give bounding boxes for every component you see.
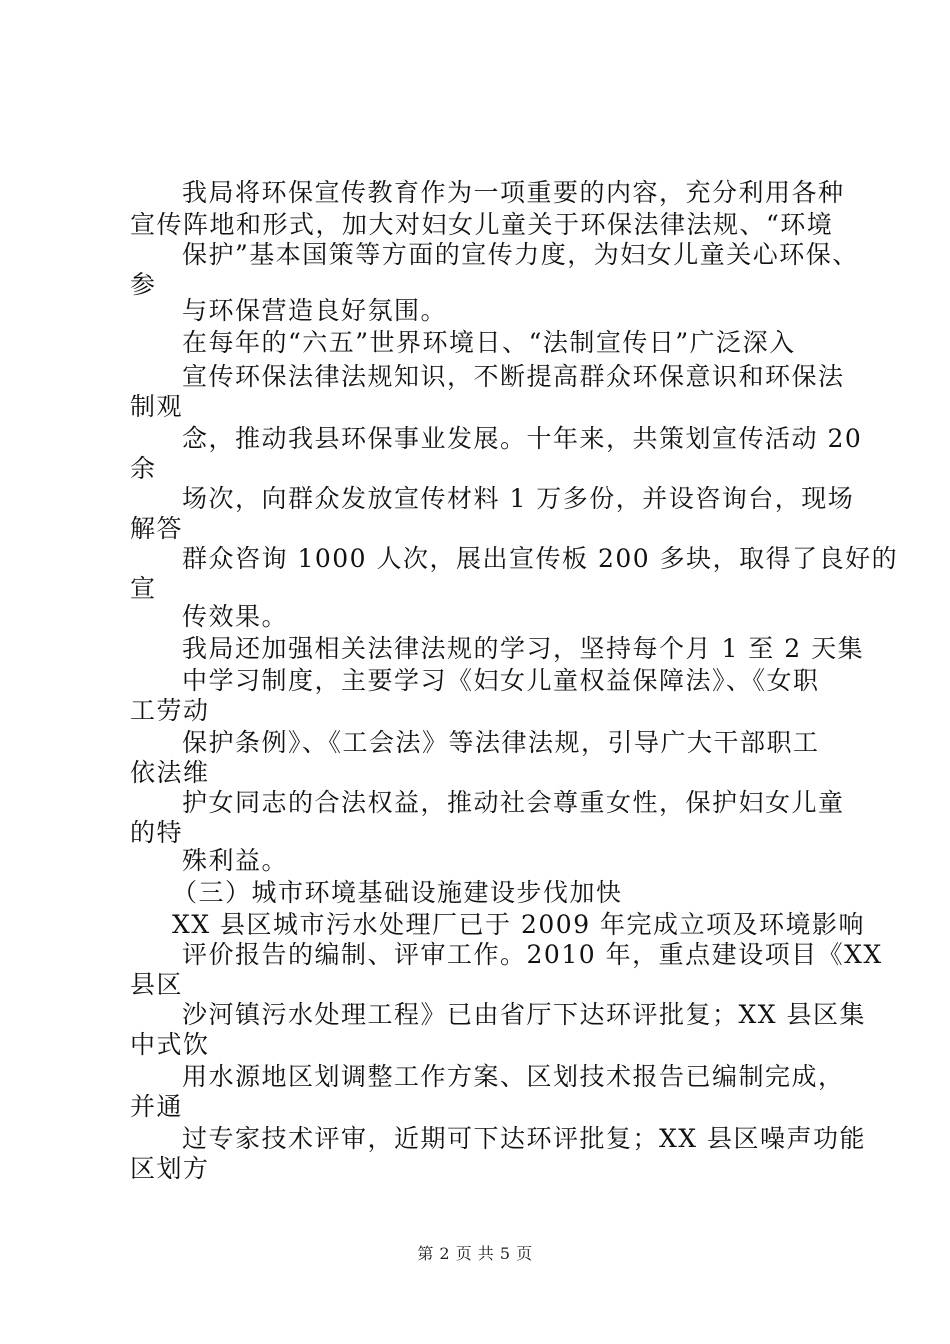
text-line: 保护”基本国策等方面的宣传力度，为妇女儿童关心环保、 <box>182 240 859 269</box>
text-line: 参 <box>130 270 157 299</box>
text-line: 宣传阵地和形式，加大对妇女儿童关于环保法律法规、“环境 <box>130 210 834 239</box>
text-line: 县区 <box>130 970 184 999</box>
text-line: 宣 <box>130 574 157 603</box>
text-line: 的特 <box>130 818 184 847</box>
text-line: 护女同志的合法权益，推动社会尊重女性，保护妇女儿童 <box>182 788 845 817</box>
text-line: 评价报告的编制、评审工作。2010 年，重点建设项目《XX <box>182 940 883 969</box>
text-line: 群众咨询 1000 人次，展出宣传板 200 多块，取得了良好的 <box>182 544 899 573</box>
text-line: XX 县区城市污水处理厂已于 2009 年完成立项及环境影响 <box>172 910 866 939</box>
text-line: 与环保营造良好氛围。 <box>182 296 448 325</box>
text-line: 制观 <box>130 392 184 421</box>
text-line: 我局将环保宣传教育作为一项重要的内容，充分利用各种 <box>182 178 845 207</box>
text-line: 中式饮 <box>130 1030 210 1059</box>
text-line: 我局还加强相关法律法规的学习，坚持每个月 1 至 2 天集 <box>182 634 865 663</box>
text-line: 解答 <box>130 514 184 543</box>
text-line: 用水源地区划调整工作方案、区划技术报告已编制完成， <box>182 1062 845 1091</box>
text-line: 念，推动我县环保事业发展。十年来，共策划宣传活动 20 <box>182 424 863 453</box>
text-line: 过专家技术评审，近期可下达环评批复；XX 县区噪声功能 <box>182 1124 867 1153</box>
text-line: 宣传环保法律法规知识，不断提高群众环保意识和环保法 <box>182 362 845 391</box>
text-line: 中学习制度，主要学习《妇女儿童权益保障法》、《女职 <box>182 666 820 695</box>
text-line: 区划方 <box>130 1154 210 1183</box>
page-number-footer: 第 2 页 共 5 页 <box>417 1244 533 1263</box>
text-line: 在每年的“六五”世界环境日、“法制宣传日”广泛深入 <box>182 328 796 357</box>
text-line: 沙河镇污水处理工程》已由省厅下达环评批复；XX 县区集 <box>182 1000 867 1029</box>
text-line: 传效果。 <box>182 602 289 631</box>
text-line: 余 <box>130 454 157 483</box>
text-line: 并通 <box>130 1092 184 1121</box>
text-line: 保护条例》、《工会法》等法律法规，引导广大干部职工 <box>182 728 820 757</box>
text-line: 场次，向群众发放宣传材料 1 万多份，并设咨询台，现场 <box>182 484 855 513</box>
text-line: 工劳动 <box>130 696 210 725</box>
text-line: 殊利益。 <box>182 846 289 875</box>
text-line: 依法维 <box>130 758 210 787</box>
section-heading: （三）城市环境基础设施建设步伐加快 <box>172 878 623 907</box>
